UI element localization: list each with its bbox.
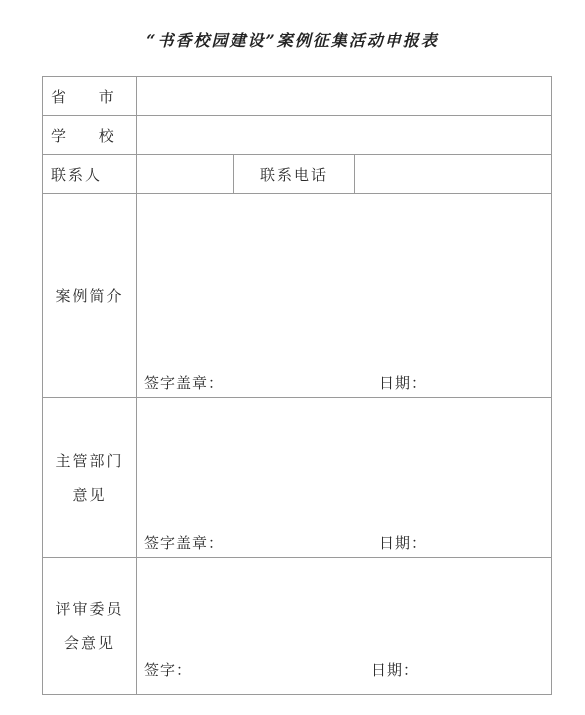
school-row	[43, 116, 552, 155]
province-label: 省 市	[51, 87, 128, 106]
contact-label: 联系人	[51, 165, 103, 184]
dept-date-label: 日期：	[379, 534, 428, 552]
dept-sign-label: 签字盖章：	[144, 534, 225, 552]
review-label-line1: 评审委员	[55, 600, 124, 618]
contact-label-cell	[43, 155, 137, 194]
dept-content-cell[interactable]	[137, 398, 552, 558]
dept-label-line1: 主管部门	[55, 451, 124, 470]
application-form-table	[42, 76, 552, 695]
school-label: 学 校	[51, 126, 128, 145]
contact-row	[43, 155, 552, 194]
dept-label-cell	[43, 398, 137, 558]
review-label-cell	[43, 558, 137, 695]
case-sign-label: 签字盖章：	[144, 374, 225, 392]
province-input-cell[interactable]	[137, 77, 552, 116]
review-label-line2: 会意见	[63, 634, 115, 652]
case-content-cell[interactable]	[137, 194, 552, 398]
phone-label-cell	[234, 155, 355, 194]
review-row	[43, 558, 552, 695]
school-input-cell[interactable]	[137, 116, 552, 155]
review-date-label: 日期：	[371, 661, 420, 679]
review-content-cell[interactable]	[137, 558, 552, 695]
province-label-cell	[43, 77, 137, 116]
review-sign-label: 签字：	[144, 661, 193, 679]
contact-input-cell[interactable]	[137, 155, 234, 194]
case-label-cell	[43, 194, 137, 398]
dept-row	[43, 398, 552, 558]
case-row	[43, 194, 552, 398]
phone-input-cell[interactable]	[355, 155, 552, 194]
case-date-label: 日期：	[379, 374, 428, 392]
form-title: “书香校园建设”案例征集活动申报表	[146, 31, 439, 50]
case-label: 案例简介	[55, 286, 124, 305]
school-label-cell	[43, 116, 137, 155]
phone-label: 联系电话	[259, 165, 328, 184]
province-row	[43, 77, 552, 116]
dept-label-line2: 意见	[72, 485, 107, 504]
